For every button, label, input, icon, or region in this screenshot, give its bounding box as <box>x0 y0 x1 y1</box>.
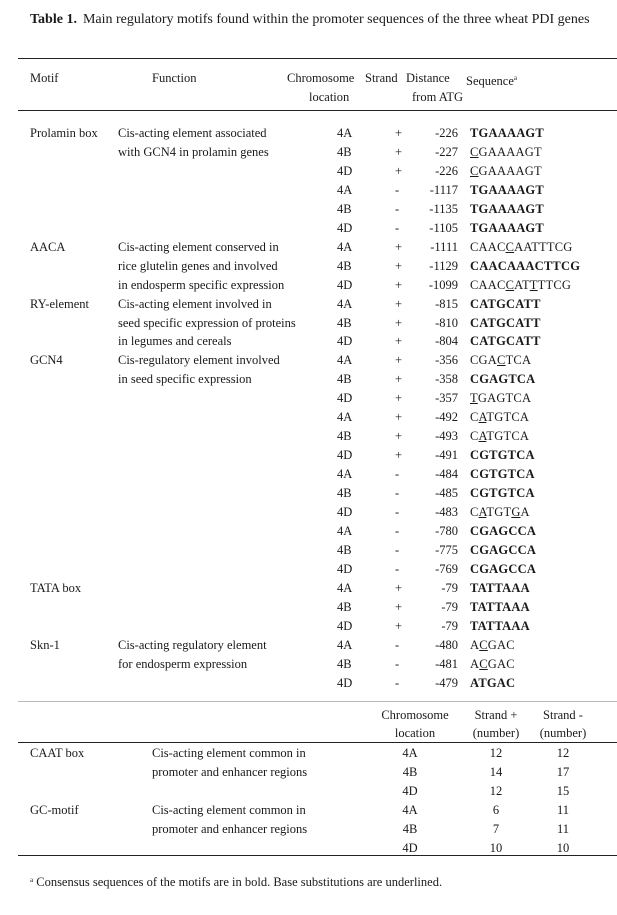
sequence-cell: TGAAAAGT <box>470 201 544 216</box>
distance-cell: -1111 <box>430 239 458 254</box>
strand-minus-count: 10 <box>556 840 570 855</box>
function-cell: Cis-regulatory element involved <box>118 353 280 368</box>
table-row <box>0 427 617 446</box>
strand-cell: + <box>395 163 403 178</box>
chromosome-cell: 4A <box>337 239 353 254</box>
strand-plus-count: 12 <box>489 746 503 760</box>
distance-cell: -79 <box>441 618 458 633</box>
table-row <box>0 782 617 801</box>
header-strand: Strand <box>365 71 398 85</box>
base-substitution: G <box>511 505 521 519</box>
strand-cell: + <box>395 144 403 159</box>
strand-plus-count: 14 <box>489 764 503 779</box>
strand-minus-count: 15 <box>556 783 570 798</box>
strand-cell: - <box>395 505 400 519</box>
chromosome-cell: 4A <box>337 353 353 368</box>
section-rule <box>18 701 617 702</box>
distance-cell: -1105 <box>429 220 458 235</box>
chromosome-cell: 4D <box>337 448 353 463</box>
function-cell: Cis-acting regulatory element <box>118 637 267 652</box>
strand-cell: + <box>395 277 403 292</box>
sequence-cell: CATGTCA <box>470 410 530 425</box>
chromosome-cell: 4B <box>337 201 352 216</box>
header-rule <box>18 110 617 111</box>
table-row <box>0 124 617 143</box>
distance-cell: -358 <box>435 372 458 387</box>
distance-cell: -1135 <box>429 201 458 216</box>
table-row <box>0 674 617 693</box>
distance-cell: -356 <box>435 353 458 368</box>
sequence-cell: CGACTCA <box>470 353 532 368</box>
table-row <box>0 655 617 674</box>
strand-cell: - <box>395 637 400 652</box>
strand-cell: + <box>395 258 403 273</box>
strand-cell: + <box>395 239 403 254</box>
footnote-mark: a <box>30 876 34 884</box>
motif-cell: GCN4 <box>30 353 63 368</box>
strand-cell: + <box>395 334 403 349</box>
table-row <box>0 560 617 579</box>
function-cell: Cis-acting element common in <box>152 746 306 760</box>
table-row <box>0 389 617 408</box>
table-row <box>0 162 617 181</box>
distance-cell: -226 <box>435 163 458 178</box>
distance-cell: -483 <box>435 505 458 519</box>
header-distance-line2: from ATG <box>412 90 464 104</box>
function-cell: in legumes and cereals <box>118 334 232 349</box>
table-row <box>0 408 617 427</box>
table-row <box>0 503 617 522</box>
chromosome-cell: 4D <box>337 277 353 292</box>
chromosome-cell: 4A <box>337 467 353 482</box>
motif-cell: Prolamin box <box>30 126 98 140</box>
distance-cell: -480 <box>435 637 458 652</box>
footnote <box>30 875 442 890</box>
strand-minus-count: 11 <box>556 821 570 836</box>
strand-cell: + <box>395 372 403 387</box>
base-substitution: A <box>478 505 487 519</box>
table-caption <box>30 10 610 29</box>
strand-cell: + <box>395 353 403 368</box>
motif-cell: AACA <box>30 239 66 254</box>
motif-cell: GC-motif <box>30 802 79 817</box>
strand-cell: + <box>395 448 403 463</box>
distance-cell: -226 <box>435 126 458 140</box>
strand-plus-count: 6 <box>492 802 500 817</box>
table-row <box>0 276 617 295</box>
table-row <box>0 484 617 503</box>
function-cell: in endosperm specific expression <box>118 277 285 292</box>
header-function: Function <box>152 71 197 85</box>
table-row <box>0 314 617 333</box>
chromosome-cell: 4D <box>402 840 418 855</box>
table-row <box>0 541 617 560</box>
base-substitution: C <box>470 144 479 159</box>
strand-cell: + <box>395 410 403 425</box>
table-row <box>0 351 617 370</box>
base-substitution: T <box>529 277 538 292</box>
sequence-cell: ATGAC <box>470 675 516 690</box>
strand-cell: - <box>395 467 400 482</box>
strand-cell: + <box>395 391 403 406</box>
sequence-cell: TGAAAAGT <box>470 126 544 140</box>
chromosome-cell: 4B <box>337 542 352 557</box>
sequence-cell: CAACCATTTTCG <box>470 277 572 292</box>
sequence-cell: TATTAAA <box>470 599 530 614</box>
table-row <box>0 617 617 636</box>
header-chromosome-line2: location <box>309 90 350 104</box>
sequence-cell: CATGTGA <box>470 505 530 519</box>
distance-cell: -1099 <box>428 277 458 292</box>
chromosome-cell: 4D <box>337 220 353 235</box>
sequence-cell: CGAGTCA <box>470 372 536 387</box>
sequence-cell: TGAGTCA <box>470 391 532 406</box>
strand-cell: + <box>395 315 403 330</box>
strand-cell: + <box>395 296 403 311</box>
distance-cell: -493 <box>435 429 458 444</box>
motif-cell: CAAT box <box>30 746 85 760</box>
base-substitution: C <box>505 277 515 292</box>
chromosome-cell: 4D <box>337 618 353 633</box>
header-sequence <box>466 69 517 90</box>
t2-header-strand-plus: Strand + <box>474 708 518 722</box>
chromosome-cell: 4D <box>402 783 418 798</box>
table-row <box>0 370 617 389</box>
strand-cell: + <box>395 618 403 633</box>
table-row <box>0 143 617 162</box>
table-row <box>0 636 617 655</box>
table-row <box>0 744 617 763</box>
table-row <box>0 181 617 200</box>
distance-cell: -491 <box>435 448 458 463</box>
chromosome-cell: 4D <box>337 505 353 519</box>
distance-cell: -484 <box>435 467 458 482</box>
motif-cell: TATA box <box>30 580 82 595</box>
strand-cell: + <box>395 126 403 140</box>
chromosome-cell: 4A <box>402 746 418 760</box>
table-row <box>0 763 617 782</box>
function-cell: Cis-acting element associated <box>118 126 267 140</box>
strand-cell: - <box>395 523 400 538</box>
distance-cell: -1129 <box>429 258 458 273</box>
table-row <box>0 219 617 238</box>
table-row <box>0 200 617 219</box>
base-substitution: C <box>505 239 515 254</box>
chromosome-cell: 4B <box>337 599 352 614</box>
footnote-text: Consensus sequences of the motifs are in bold. Base substitutions are underlined. <box>36 875 443 889</box>
chromosome-cell: 4B <box>337 429 352 444</box>
strand-cell: - <box>395 561 400 576</box>
footnote-mark: a <box>513 74 518 82</box>
sequence-cell: TGAAAAGT <box>470 182 544 197</box>
distance-cell: -769 <box>435 561 458 576</box>
sequence-cell: CATGTCA <box>470 429 530 444</box>
sequence-cell: ACGAC <box>470 637 515 652</box>
base-substitution: A <box>478 410 487 425</box>
chromosome-cell: 4B <box>402 764 418 779</box>
bottom-rule <box>18 855 617 856</box>
sequence-cell: CGAGCCA <box>470 523 537 538</box>
chromosome-cell: 4B <box>337 656 352 671</box>
distance-cell: -227 <box>435 144 458 159</box>
function-cell: seed specific expression of proteins <box>118 315 296 330</box>
t2-header-strand-plus-line2: (number) <box>472 726 520 740</box>
strand-plus-count: 12 <box>489 783 503 798</box>
t2-header-strand-minus-line2: (number) <box>539 726 587 740</box>
strand-cell: - <box>395 220 400 235</box>
chromosome-cell: 4A <box>402 802 418 817</box>
chromosome-cell: 4D <box>337 334 353 349</box>
strand-cell: - <box>395 542 400 557</box>
distance-cell: -775 <box>435 542 458 557</box>
strand-minus-count: 17 <box>556 764 570 779</box>
table-row <box>0 257 617 276</box>
chromosome-cell: 4A <box>337 523 353 538</box>
sequence-cell: CGAGCCA <box>470 542 537 557</box>
strand-cell: - <box>395 201 400 216</box>
sequence-cell: CAACAAACTTCG <box>470 258 581 273</box>
t2-header-chromosome: Chromosome <box>381 708 449 722</box>
sequence-cell: CATGCATT <box>470 296 541 311</box>
strand-cell: + <box>395 429 403 444</box>
distance-cell: -485 <box>435 486 458 501</box>
sequence-cell: TATTAAA <box>470 580 530 595</box>
table-row <box>0 238 617 257</box>
strand-cell: + <box>395 599 403 614</box>
base-substitution: T <box>470 391 478 406</box>
table-row <box>0 579 617 598</box>
chromosome-cell: 4B <box>402 821 418 836</box>
sequence-cell: CGAGCCA <box>470 561 537 576</box>
header-sequence-label: Sequence <box>466 74 514 89</box>
chromosome-cell: 4A <box>337 580 353 595</box>
distance-cell: -815 <box>435 296 458 311</box>
distance-cell: -357 <box>435 391 458 406</box>
function-cell: with GCN4 in prolamin genes <box>118 144 269 159</box>
chromosome-cell: 4D <box>337 391 353 406</box>
distance-cell: -479 <box>435 675 458 690</box>
table-label: Table 1. <box>30 12 77 27</box>
chromosome-cell: 4B <box>337 258 352 273</box>
sequence-cell: CATGCATT <box>470 315 541 330</box>
table-row <box>0 820 617 839</box>
chromosome-cell: 4B <box>337 144 352 159</box>
sequence-cell: CGTGTCA <box>470 448 535 463</box>
t2-header-strand-minus: Strand - <box>543 708 583 722</box>
motif-cell: RY-element <box>30 296 90 311</box>
base-substitution: C <box>479 637 488 652</box>
chromosome-cell: 4B <box>337 486 352 501</box>
sequence-cell: CGAAAAGT <box>470 163 542 178</box>
function-cell: Cis-acting element common in <box>152 802 306 817</box>
sequence-cell: CAACCAATTTCG <box>470 239 573 254</box>
table-row <box>0 598 617 617</box>
table-row <box>0 332 617 351</box>
chromosome-cell: 4D <box>337 163 353 178</box>
strand-cell: - <box>395 486 400 501</box>
t2-header-chromosome-line2: location <box>394 726 436 740</box>
strand-minus-count: 12 <box>556 746 570 760</box>
distance-cell: -780 <box>435 523 458 538</box>
header-motif: Motif <box>30 71 59 85</box>
distance-cell: -79 <box>441 580 458 595</box>
table-row <box>0 465 617 484</box>
function-cell: Cis-acting element involved in <box>118 296 272 311</box>
chromosome-cell: 4B <box>337 372 352 387</box>
distance-cell: -79 <box>441 599 458 614</box>
table-title: Main regulatory motifs found within the promoter sequences of the three wheat PDI genes <box>82 12 590 27</box>
motif-cell: Skn-1 <box>30 637 60 652</box>
chromosome-cell: 4B <box>337 315 352 330</box>
function-cell: for endosperm expression <box>118 656 248 671</box>
sequence-cell: TGAAAAGT <box>470 220 544 235</box>
distance-cell: -1117 <box>429 182 458 197</box>
strand-cell: - <box>395 656 400 671</box>
table-row <box>0 295 617 314</box>
sequence-cell: CGTGTCA <box>470 467 535 482</box>
distance-cell: -804 <box>435 334 458 349</box>
function-cell: Cis-acting element conserved in <box>118 239 279 254</box>
strand-minus-count: 11 <box>556 802 570 817</box>
t2-header-rule <box>18 742 617 743</box>
chromosome-cell: 4D <box>337 675 353 690</box>
chromosome-cell: 4D <box>337 561 353 576</box>
base-substitution: C <box>479 656 488 671</box>
sequence-cell: TATTAAA <box>470 618 530 633</box>
chromosome-cell: 4A <box>337 296 353 311</box>
strand-cell: - <box>395 675 400 690</box>
table-row <box>0 801 617 820</box>
base-substitution: C <box>497 353 506 368</box>
function-cell: promoter and enhancer regions <box>152 764 308 779</box>
chromosome-cell: 4A <box>337 126 353 140</box>
function-cell: in seed specific expression <box>118 372 252 387</box>
chromosome-cell: 4A <box>337 637 353 652</box>
header-chromosome: Chromosome <box>287 71 355 85</box>
distance-cell: -810 <box>435 315 458 330</box>
function-cell: promoter and enhancer regions <box>152 821 308 836</box>
distance-cell: -481 <box>435 656 458 671</box>
distance-cell: -492 <box>435 410 458 425</box>
strand-cell: - <box>395 182 400 197</box>
table-row <box>0 446 617 465</box>
sequence-cell: CGTGTCA <box>470 486 535 501</box>
chromosome-cell: 4A <box>337 410 353 425</box>
sequence-cell: ACGAC <box>470 656 515 671</box>
base-substitution: C <box>470 163 479 178</box>
header-distance: Distance <box>406 71 450 85</box>
sequence-cell: CGAAAAGT <box>470 144 542 159</box>
chromosome-cell: 4A <box>337 182 353 197</box>
strand-plus-count: 7 <box>492 821 500 836</box>
strand-plus-count: 10 <box>489 840 503 855</box>
sequence-cell: CATGCATT <box>470 334 541 349</box>
top-rule <box>18 58 617 59</box>
base-substitution: A <box>478 429 487 444</box>
function-cell: rice glutelin genes and involved <box>118 258 278 273</box>
table-row <box>0 522 617 541</box>
strand-cell: + <box>395 580 403 595</box>
